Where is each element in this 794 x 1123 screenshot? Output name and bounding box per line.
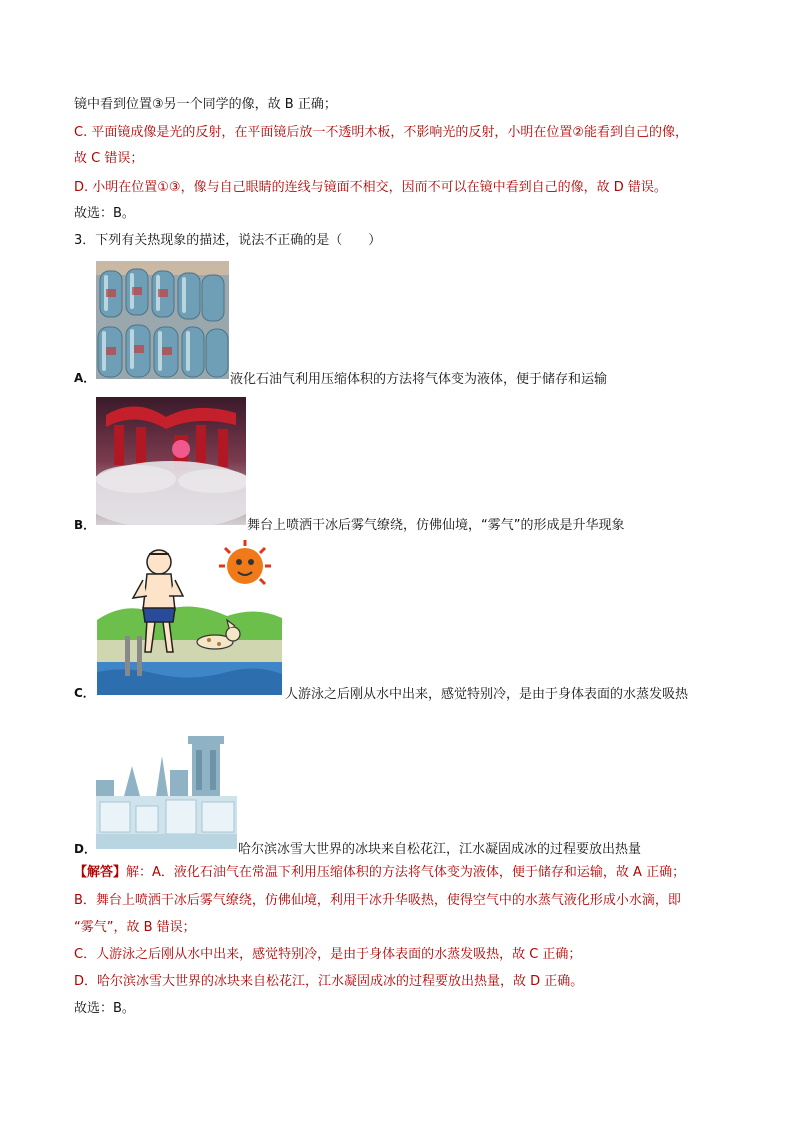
prev-solution-line-4: D. 小明在位置①③，像与自己眼睛的连线与镜面不相交，因而不可以在镜中看到自己的像，故 D 错误。 <box>74 180 667 195</box>
question-stem: 3．下列有关热现象的描述，说法不正确的是（ ） <box>74 233 382 248</box>
solution-answer: 故选：B。 <box>74 1001 135 1016</box>
solution-line-4: C．人游泳之后刚从水中出来，感觉特别冷，是由于身体表面的水蒸发吸热，故 C 正确； <box>74 947 582 962</box>
stage-fog-photo <box>96 397 246 525</box>
prev-solution-line-2: C. 平面镜成像是光的反射，在平面镜后放一不透明木板，不影响光的反射，小明在位置②能看到自己的像， <box>74 125 688 140</box>
option-d-label: D． <box>74 842 96 856</box>
solution-tag: 【解答】 <box>74 865 127 880</box>
option-c-label: C． <box>74 686 95 700</box>
solution-line-1-text: 解：A．液化石油气在常温下利用压缩体积的方法将气体变为液体，便于储存和运输，故 A 正确； <box>126 865 686 880</box>
solution-line-2: B．舞台上喷洒干冰后雾气缭绕，仿佛仙境，利用干冰升华吸热，使得空气中的水蒸气液化形成小水滴，即 <box>74 893 681 908</box>
swimmer-cartoon <box>97 540 282 695</box>
solution-line-1 <box>74 864 685 882</box>
ice-sculpture-photo <box>96 736 237 849</box>
prev-solution-line-1: 镜中看到位置③另一个同学的像，故 B 正确； <box>74 97 337 112</box>
option-b-text: 舞台上喷洒干冰后雾气缭绕，仿佛仙境，“雾气”的形成是升华现象 <box>247 518 625 533</box>
gas-cylinders-photo <box>96 261 229 379</box>
solution-line-5: D．哈尔滨冰雪大世界的冰块来自松花江，江水凝固成冰的过程要放出热量，故 D 正确。 <box>74 974 584 989</box>
prev-solution-line-3: 故 C 错误； <box>74 151 144 166</box>
option-b-label: B． <box>74 518 96 532</box>
option-a-text: 液化石油气利用压缩体积的方法将气体变为液体，便于储存和运输 <box>230 372 608 387</box>
option-a-label: A． <box>74 371 96 385</box>
solution-line-3: “雾气”，故 B 错误； <box>74 920 196 935</box>
option-c-text: 人游泳之后刚从水中出来，感觉特别冷，是由于身体表面的水蒸发吸热 <box>285 687 689 702</box>
option-d-text: 哈尔滨冰雪大世界的冰块来自松花江，江水凝固成冰的过程要放出热量 <box>238 842 642 857</box>
prev-answer: 故选：B。 <box>74 206 135 221</box>
